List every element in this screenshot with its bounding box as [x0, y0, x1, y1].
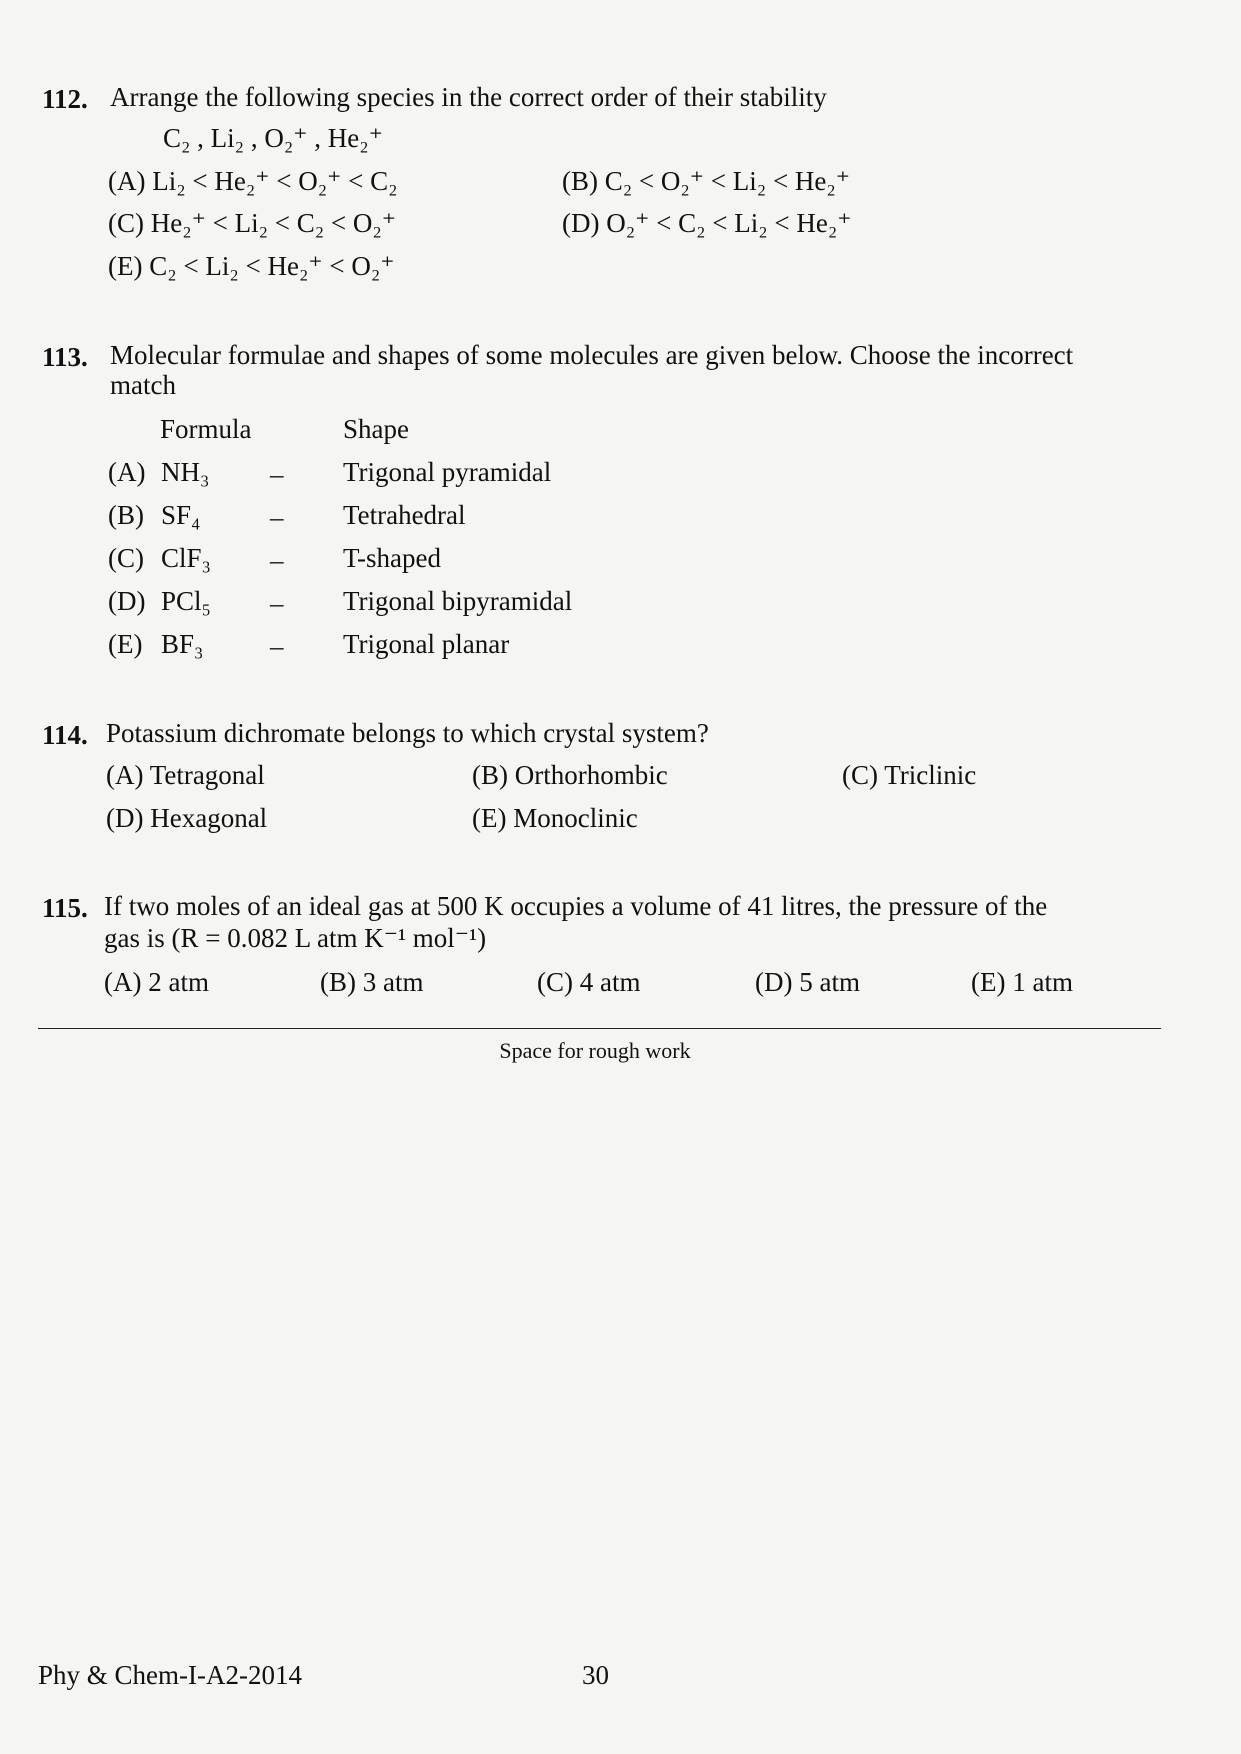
q115-option-d: (D) 5 atm — [755, 967, 860, 997]
q115-text-line1: If two moles of an ideal gas at 500 K occupies a volume of 41 litres, the pressure of the — [104, 891, 1048, 921]
q112-number: 112. — [42, 84, 88, 114]
q113-header-formula: Formula — [160, 414, 252, 444]
q113-row-b-label: (B) — [108, 500, 144, 530]
q113-row-a-dash: – — [270, 459, 284, 489]
q113-header-shape: Shape — [343, 414, 409, 444]
q114-option-c: (C) Triclinic — [842, 760, 977, 790]
q113-row-a-shape: Trigonal pyramidal — [343, 457, 552, 487]
q112-species: C₂ , Li₂ , O₂⁺ , He₂⁺ — [163, 123, 383, 153]
q115-option-e: (E) 1 atm — [971, 967, 1073, 997]
q113-row-c-formula: ClF₃ — [161, 543, 211, 573]
q115-number: 115. — [42, 893, 88, 923]
q112-option-a: (A) Li₂ < He₂⁺ < O₂⁺ < C₂ — [108, 166, 398, 196]
q114-option-a: (A) Tetragonal — [106, 760, 265, 790]
q113-row-b-shape: Tetrahedral — [343, 500, 466, 530]
q114-option-d: (D) Hexagonal — [106, 803, 268, 833]
q113-row-d-shape: Trigonal bipyramidal — [343, 586, 573, 616]
footer-exam-code: Phy & Chem-I-A2-2014 — [38, 1660, 302, 1690]
q113-row-b-formula: SF₄ — [161, 500, 201, 530]
q114-option-e: (E) Monoclinic — [472, 803, 638, 833]
q113-text-line2: match — [110, 370, 176, 400]
q113-row-e-formula: BF₃ — [161, 629, 204, 659]
rough-work-caption: Space for rough work — [499, 1038, 691, 1063]
q113-row-e-label: (E) — [108, 629, 143, 659]
q112-text: Arrange the following species in the correct order of their stability — [110, 82, 827, 112]
q113-row-d-dash: – — [270, 588, 284, 618]
q114-option-b: (B) Orthorhombic — [472, 760, 668, 790]
q113-row-c-shape: T-shaped — [343, 543, 441, 573]
q113-row-c-dash: – — [270, 545, 284, 575]
q113-row-e-dash: – — [270, 631, 284, 661]
q113-row-b-dash: – — [270, 502, 284, 532]
q113-row-c-label: (C) — [108, 543, 144, 573]
q114-number: 114. — [42, 720, 88, 750]
page-number: 30 — [582, 1660, 609, 1690]
q113-row-d-label: (D) — [108, 586, 146, 616]
q113-row-e-shape: Trigonal planar — [343, 629, 510, 659]
q115-option-c: (C) 4 atm — [537, 967, 641, 997]
q113-row-d-formula: PCl₅ — [161, 586, 211, 616]
q115-option-a: (A) 2 atm — [104, 967, 209, 997]
q113-text-line1: Molecular formulae and shapes of some molecules are given below. Choose the incorrect — [110, 340, 1074, 370]
q113-row-a-label: (A) — [108, 457, 146, 487]
q112-option-e: (E) C₂ < Li₂ < He₂⁺ < O₂⁺ — [108, 251, 395, 281]
rough-work-divider — [38, 1028, 1161, 1029]
q112-option-c: (C) He₂⁺ < Li₂ < C₂ < O₂⁺ — [108, 208, 397, 238]
q115-option-b: (B) 3 atm — [320, 967, 424, 997]
q115-text-line2: gas is (R = 0.082 L atm K⁻¹ mol⁻¹) — [104, 923, 487, 953]
q114-text: Potassium dichromate belongs to which crystal system? — [106, 718, 709, 748]
q113-row-a-formula: NH₃ — [161, 457, 210, 487]
q112-option-b: (B) C₂ < O₂⁺ < Li₂ < He₂⁺ — [562, 166, 851, 196]
q113-number: 113. — [42, 342, 88, 372]
q112-option-d: (D) O₂⁺ < C₂ < Li₂ < He₂⁺ — [562, 208, 852, 238]
